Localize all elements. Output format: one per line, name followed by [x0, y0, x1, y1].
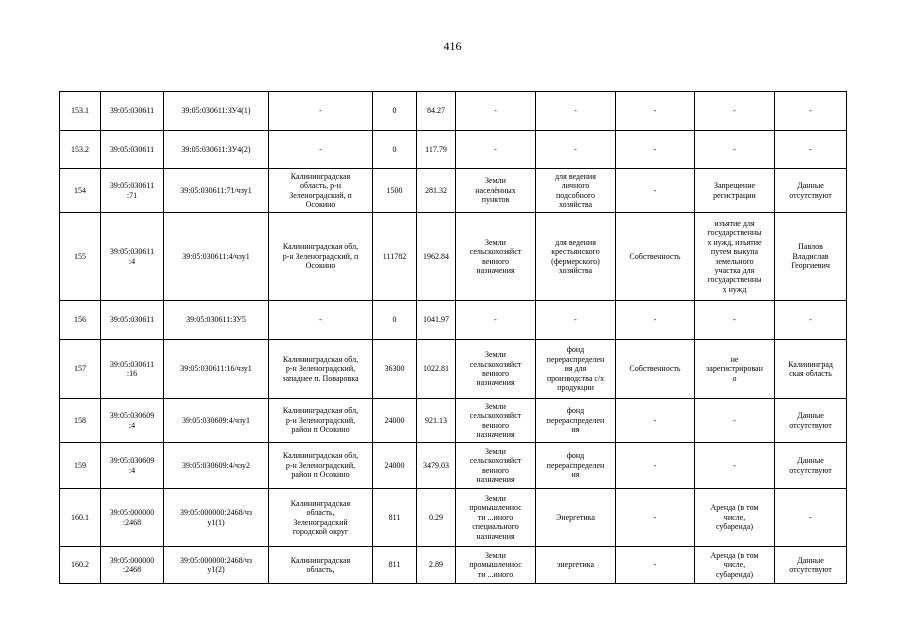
cell-right-holder: Данные отсутствуют: [775, 169, 847, 213]
cell-total-area: 36300: [373, 340, 417, 399]
table-row: [60, 301, 847, 340]
cell-address: -: [269, 301, 373, 340]
cell-cadastral-quarter: 39:05:030611 :4: [101, 213, 164, 301]
cell-right-type: -: [616, 489, 695, 547]
cell-encumbrance: Запрещение регистрации: [695, 169, 775, 213]
cell-total-area: 811: [373, 547, 417, 584]
cell-part-area: 3479.03: [417, 443, 456, 489]
cell-right-type: -: [616, 92, 695, 131]
cell-land-category: -: [456, 301, 536, 340]
cell-row-number: 158: [60, 399, 101, 443]
cell-row-number: 160.2: [60, 547, 101, 584]
cell-part-area: 1041.97: [417, 301, 456, 340]
cell-encumbrance: Аренда (в том числе, субаренда): [695, 489, 775, 547]
cell-permitted-use: фонд перераспределен ия: [536, 399, 616, 443]
cell-total-area: 24000: [373, 443, 417, 489]
cell-part-area: 2.89: [417, 547, 456, 584]
cell-permitted-use: для ведения личного подсобного хозяйства: [536, 169, 616, 213]
cell-part-area: 281.32: [417, 169, 456, 213]
cell-part-area: 117.79: [417, 131, 456, 169]
cell-encumbrance: -: [695, 399, 775, 443]
cell-address: Калининградская обл, р-н Зеленоградский, район п Осокино: [269, 443, 373, 489]
cell-permitted-use: фонд перераспределен ия для производства с/х продукции: [536, 340, 616, 399]
cell-parcel-designation: 39:05:000000:2468/чз у1(2): [164, 547, 269, 584]
cell-row-number: 153.1: [60, 92, 101, 131]
cell-right-type: -: [616, 547, 695, 584]
cell-encumbrance: -: [695, 131, 775, 169]
cell-land-category: Земли населённых пунктов: [456, 169, 536, 213]
cell-row-number: 153.2: [60, 131, 101, 169]
cell-total-area: 0: [373, 131, 417, 169]
cell-address: Калининградская область, р-н Зеленоградский, п Осокино: [269, 169, 373, 213]
cell-address: Калининградская обл, р-н Зеленоградский, п Осокино: [269, 213, 373, 301]
cell-land-category: Земли сельскохозяйст венного назначения: [456, 340, 536, 399]
cell-parcel-designation: 39:05:030609:4/чзу1: [164, 399, 269, 443]
cell-land-category: -: [456, 92, 536, 131]
table-row: [60, 131, 847, 169]
cell-part-area: 0.29: [417, 489, 456, 547]
cell-address: Калининградская область,: [269, 547, 373, 584]
cell-address: Калининградская обл, р-н Зеленоградский, западнее п. Поваровка: [269, 340, 373, 399]
cell-part-area: 84.27: [417, 92, 456, 131]
table-row: [60, 169, 847, 213]
cell-encumbrance: -: [695, 92, 775, 131]
cell-permitted-use: для ведения крестьянского (фермерского) хозяйства: [536, 213, 616, 301]
cell-right-type: Собственность: [616, 340, 695, 399]
cell-right-type: -: [616, 443, 695, 489]
cell-right-type: -: [616, 169, 695, 213]
cell-right-holder: -: [775, 131, 847, 169]
cell-total-area: 811: [373, 489, 417, 547]
cell-address: -: [269, 131, 373, 169]
cell-land-category: -: [456, 131, 536, 169]
cell-row-number: 155: [60, 213, 101, 301]
cell-cadastral-quarter: 39:05:030611: [101, 92, 164, 131]
cell-total-area: 0: [373, 301, 417, 340]
cell-cadastral-quarter: 39:05:030609 :4: [101, 443, 164, 489]
cell-total-area: 111782: [373, 213, 417, 301]
cell-land-category: Земли сельскохозяйст венного назначения: [456, 443, 536, 489]
cell-encumbrance: изъятие для государственны х нужд, изъятие путем выкупа земельного участка для государственны х нужд: [695, 213, 775, 301]
cell-permitted-use: -: [536, 131, 616, 169]
cell-address: Калининградская обл, р-н Зеленоградский, район п Осокино: [269, 399, 373, 443]
cell-encumbrance: не зарегистрирован о: [695, 340, 775, 399]
cell-cadastral-quarter: 39:05:030611: [101, 301, 164, 340]
cell-row-number: 159: [60, 443, 101, 489]
cell-part-area: 1022.81: [417, 340, 456, 399]
cell-land-category: Земли сельскохозяйст венного назначения: [456, 213, 536, 301]
cell-right-holder: Павлов Владислав Георгиевич: [775, 213, 847, 301]
cell-parcel-designation: 39:05:030611:ЗУ4(1): [164, 92, 269, 131]
table-row: [60, 92, 847, 131]
cell-total-area: 1500: [373, 169, 417, 213]
cell-encumbrance: -: [695, 301, 775, 340]
cell-permitted-use: -: [536, 92, 616, 131]
cell-cadastral-quarter: 39:05:030611 :71: [101, 169, 164, 213]
cell-cadastral-quarter: 39:05:030611: [101, 131, 164, 169]
cell-address: Калининградская область, Зеленоградский городской округ: [269, 489, 373, 547]
cell-parcel-designation: 39:05:030609:4/чзу2: [164, 443, 269, 489]
cell-right-holder: Данные отсутствуют: [775, 443, 847, 489]
cell-permitted-use: -: [536, 301, 616, 340]
cell-land-category: Земли промышленнос ти ...иного специального назначения: [456, 489, 536, 547]
cell-right-holder: Калининград ская область: [775, 340, 847, 399]
table-row: [60, 399, 847, 443]
cell-right-holder: Данные отсутствуют: [775, 547, 847, 584]
cell-row-number: 157: [60, 340, 101, 399]
cell-right-type: -: [616, 399, 695, 443]
cell-parcel-designation: 39:05:030611:ЗУ4(2): [164, 131, 269, 169]
table-row: [60, 213, 847, 301]
cell-parcel-designation: 39:05:030611:4/чзу1: [164, 213, 269, 301]
cell-part-area: 921.13: [417, 399, 456, 443]
cell-row-number: 160.1: [60, 489, 101, 547]
cell-cadastral-quarter: 39:05:030611 :16: [101, 340, 164, 399]
cell-cadastral-quarter: 39:05:030609 :4: [101, 399, 164, 443]
cell-total-area: 24000: [373, 399, 417, 443]
cell-cadastral-quarter: 39:05:000000 :2468: [101, 547, 164, 584]
cell-row-number: 156: [60, 301, 101, 340]
cell-right-holder: Данные отсутствуют: [775, 399, 847, 443]
cell-right-holder: -: [775, 301, 847, 340]
cell-right-holder: -: [775, 92, 847, 131]
cell-right-type: -: [616, 301, 695, 340]
table-row: [60, 547, 847, 584]
cell-right-type: -: [616, 131, 695, 169]
table-row: [60, 340, 847, 399]
cell-permitted-use: Энергетика: [536, 489, 616, 547]
cell-parcel-designation: 39:05:030611:ЗУ5: [164, 301, 269, 340]
cell-parcel-designation: 39:05:030611:16/чзу1: [164, 340, 269, 399]
table-row: [60, 443, 847, 489]
cell-parcel-designation: 39:05:000000:2468/чз у1(1): [164, 489, 269, 547]
cell-cadastral-quarter: 39:05:000000 :2468: [101, 489, 164, 547]
page-number: 416: [443, 39, 462, 53]
cell-right-type: Собственность: [616, 213, 695, 301]
cell-row-number: 154: [60, 169, 101, 213]
cell-encumbrance: -: [695, 443, 775, 489]
cell-encumbrance: Аренда (в том числе, субаренда): [695, 547, 775, 584]
cell-address: -: [269, 92, 373, 131]
cell-total-area: 0: [373, 92, 417, 131]
cell-part-area: 1962.84: [417, 213, 456, 301]
cell-land-category: Земли промышленнос ти ...иного: [456, 547, 536, 584]
table-row: [60, 489, 847, 547]
cell-permitted-use: фонд перераспределен ия: [536, 443, 616, 489]
cell-land-category: Земли сельскохозяйст венного назначения: [456, 399, 536, 443]
cell-permitted-use: энергетика: [536, 547, 616, 584]
cell-right-holder: -: [775, 489, 847, 547]
land-registry-table: [59, 91, 847, 584]
cell-parcel-designation: 39:05:030611:71/чзу1: [164, 169, 269, 213]
